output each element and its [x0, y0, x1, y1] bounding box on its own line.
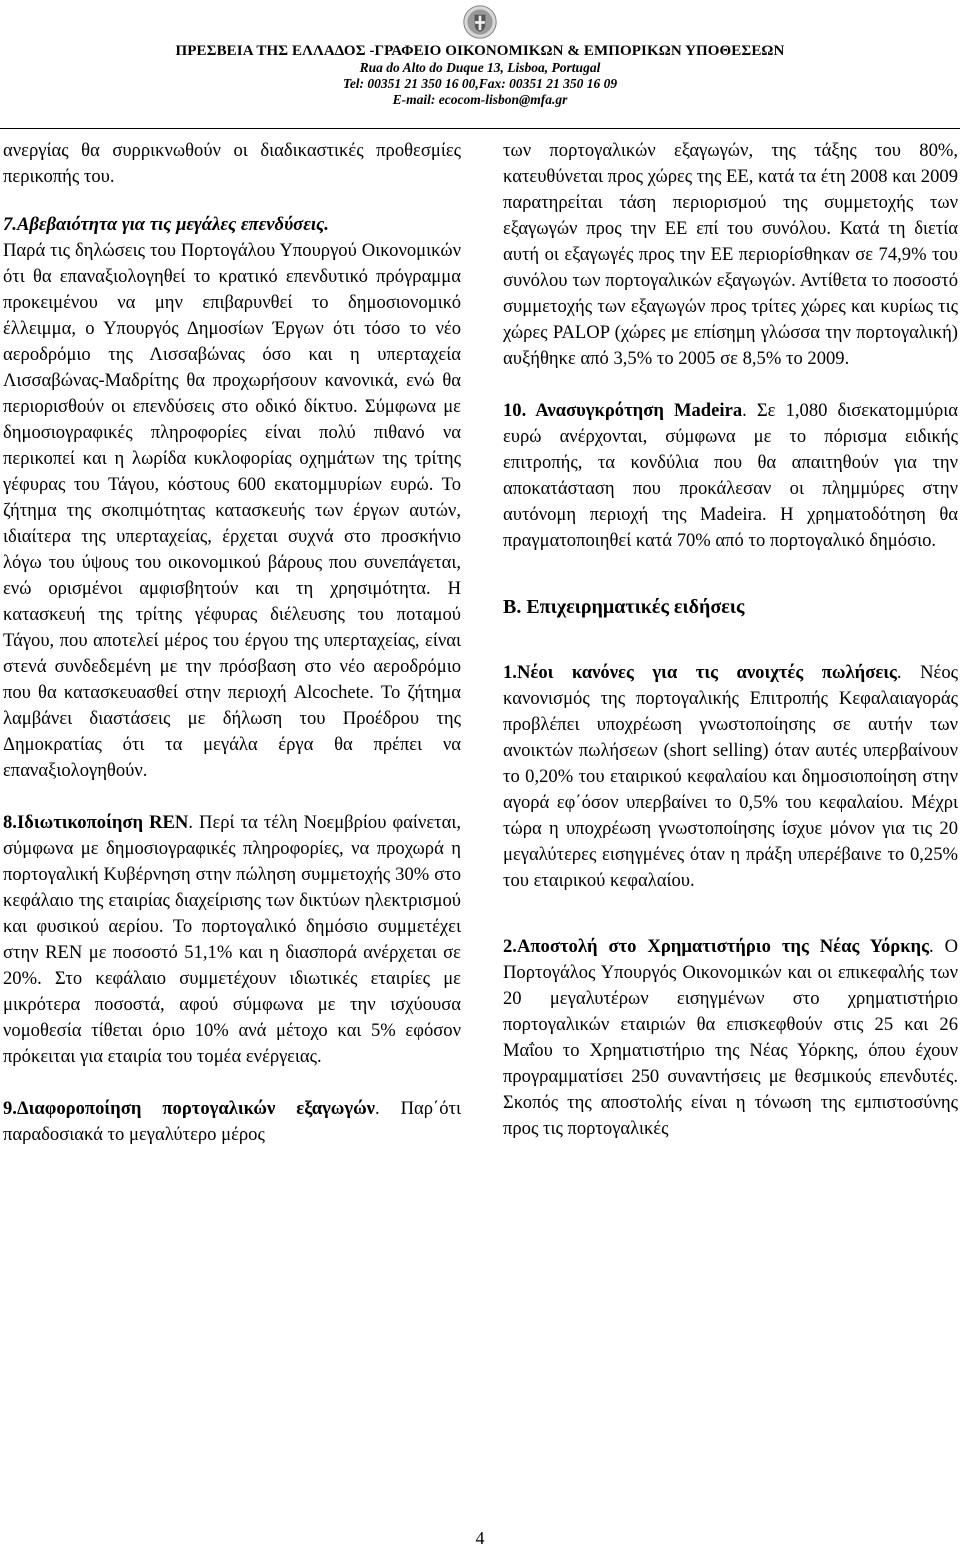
section-9	[3, 1096, 461, 1148]
paragraph-9-continued: των πορτογαλικών εξαγωγών, της τάξης του 80%, κατευθύνεται προς χώρες της ΕΕ, κατά τα έτη 2008 και 2009 παρατηρείται τάση περιορισμού της συμμετοχής των εξαγωγών προς την ΕΕ επί του συνόλου. Κατά τη διετία αυτή οι εξαγωγές προς την ΕΕ περιορίσθηκαν σε 74,9% του συνόλου των πορτογαλικών εξαγωγών. Αντίθετα το ποσοστό συμμετοχής των εξαγωγών προς τρίτες χώρες και κυρίως τις χώρες PALOP (χώρες με επίσημη γλώσσα την πορτογαλική) αυξήθηκε από 3,5% το 2005 σε 8,5% το 2009.	[503, 140, 958, 369]
letterhead-phone: Tel: 00351 21 350 16 00,Fax: 00351 21 350 16 09	[342, 76, 618, 91]
section-b-heading: Β. Επιχειρηματικές ειδήσεις	[503, 596, 745, 618]
section-b2	[503, 934, 958, 1142]
heading-10: 10. Ανασυγκρότηση Madeira	[503, 400, 743, 421]
letterhead	[150, 0, 810, 108]
heading-b1: 1.Νέοι κανόνες για τις ανοιχτές πωλήσεις	[503, 662, 897, 683]
paragraph-7: Παρά τις δηλώσεις του Πορτογάλου Υπουργού Οικονομικών ότι θα επαναξιολογηθεί το κρατικό επενδυτικό πρόγραμμα προκειμένου να μην επιβαρυνθεί το δημοσιονομικό έλλειμμα, ο Υπουργός Δημοσίων Έργων ότι τόσο το νέο αεροδρόμιο της Λισσαβώνας όσο και η υπερταχεία Λισσαβώνας-Μαδρίτης θα προχωρήσουν κανονικά, ενώ θα περιορισθούν οι επενδύσεις στο οδικό δίκτυο. Σύμφωνα με δημοσιογραφικές πληροφορίες είναι πολύ πιθανό να περικοπεί και η λωρίδα κυκλοφορίας οχημάτων της τρίτης γέφυρας του Τάγου, κόστους 600 εκατομμυρίων ευρώ. Το ζήτημα της σκοπιμότητας κατασκευής των έργων αυτών, ιδιαίτερα της υπερταχείας, έρχεται συχνά στο προσκήνιο λόγω του ύψους του οικονομικού βάρους που συνεπάγεται, ενώ ορισμένοι αμφισβητούν και τη χρησιμότητα. Η κατασκευή της τρίτης γέφυρας διέλευσης του ποταμού Τάγου, που αποτελεί μέρος του έργου της υπερταχείας, είναι στενά συνδεδεμένη με την πρόσβαση στο νέο αεροδρόμιο που θα κατασκευασθεί στην περιοχή Alcochete. Το ζήτημα λαμβάνει διαστάσεις με δήλωση του Προέδρου της Δημοκρατίας ότι τα μεγάλα έργα θα πρέπει να επαναξιολογηθούν.	[3, 240, 461, 781]
heading-9: 9.Διαφοροποίηση πορτογαλικών εξαγωγών	[3, 1098, 375, 1119]
page-number: 4	[475, 1528, 485, 1548]
header-divider	[0, 128, 960, 129]
heading-8: 8.Ιδιωτικοποίηση REN	[3, 812, 189, 833]
letterhead-email: E-mail: ecocom-lisbon@mfa.gr	[392, 92, 568, 107]
paragraph-10: . Σε 1,080 δισεκατομμύρια ευρώ ανέρχονται, σύμφωνα με το πόρισμα ειδικής επιτροπής, τα κονδύλια που θα απαιτηθούν για την αποκατάσταση που προκάλεσαν οι πλημμύρες στην αυτόνομη περιοχή της Madeira. Η χρηματοδότηση θα πραγματοποιηθεί κατά 70% από το πορτογαλικό δημόσιο.	[503, 400, 958, 551]
letterhead-address: Rua do Alto do Duque 13, Lisboa, Portugal	[359, 60, 601, 75]
heading-b2: 2.Αποστολή στο Χρηματιστήριο της Νέας Υόρκης	[503, 936, 929, 957]
paragraph-continued: ανεργίας θα συρρικνωθούν οι διαδικαστικές προθεσμίες περικοπής του.	[3, 140, 461, 187]
heading-7: 7.Αβεβαιότητα για τις μεγάλες επενδύσεις.	[3, 214, 329, 235]
paragraph-9: . Παρ΄ότι παραδοσιακά το μεγαλύτερο μέρος	[3, 1098, 461, 1145]
section-b1	[503, 660, 958, 894]
section-7	[3, 212, 461, 238]
letterhead-title: ΠΡΕΣΒΕΙΑ ΤΗΣ ΕΛΛΑΔΟΣ -ΓΡΑΦΕΙΟ ΟΙΚΟΝΟΜΙΚΩΝ & ΕΜΠΟΡΙΚΩΝ ΥΠΟΘΕΣΕΩΝ	[175, 43, 785, 59]
left-column	[3, 138, 461, 1148]
paragraph-8: . Περί τα τέλη Νοεμβρίου φαίνεται, σύμφωνα με δημοσιογραφικές πληροφορίες, να προχωρά η πορτογαλική Κυβέρνηση στην πώληση συμμετοχής 30% στο κεφάλαιο της εταιρίας διαχείρισης των δικτύων ηλεκτρισμού και φυσικού αερίου. Το πορτογαλικό δημόσιο συμμετέχει στην REN με ποσοστό 51,1% και η διασπορά ανέρχεται σε 20%. Στο κεφάλαιο συμμετέχουν ιδιωτικές εταιρίες με μικρότερα ποσοστά, αφού σύμφωνα με την ισχύουσα νομοθεσία τίθεται όριο 10% ανά μέτοχο και 5% εφόσον πρόκειται για εταιρία του τομέα ενέργειας.	[3, 812, 462, 1067]
section-8	[3, 810, 461, 1070]
paragraph-b1: . Νέος κανονισμός της πορτογαλικής Επιτροπής Κεφαλαιαγοράς προβλέπει υποχρέωση γνωστοποίησης σε αυτήν των ανοικτών πωλήσεων (short selling) όταν αυτές υπερβαίνουν το 0,20% του εταιρικού κεφαλαίου και δημοσιοποίηση στην αγορά εφ΄όσον υπερβαίνει το 0,5% του κεφαλαίου. Μέχρι τώρα η υποχρέωση γνωστοποίησης ίσχυε μόνον για τις 20 μεγαλύτερες εισηγμένες όταν η πράξη υπερέβαινε το 0,25% του εταιρικού κεφαλαίου.	[503, 662, 958, 891]
paragraph-b2: . Ο Πορτογάλος Υπουργός Οικονομικών και οι επικεφαλής των 20 μεγαλυτέρων εισηγμένων στο χρηματιστήριο πορτογαλικών εταιριών θα επισκεφθούν στις 25 και 26 Μαΐου το Χρηματιστήριο της Νέας Υόρκης, όπου έχουν προγραμματίσει 250 συναντήσεις με θεσμικούς επενδυτές. Σκοπός της αποστολής είναι η τόνωση της εμπιστοσύνης προς τις πορτογαλικές	[503, 936, 958, 1139]
section-10	[503, 398, 958, 554]
greek-coat-of-arms-icon	[462, 4, 498, 40]
right-column	[503, 138, 958, 1142]
